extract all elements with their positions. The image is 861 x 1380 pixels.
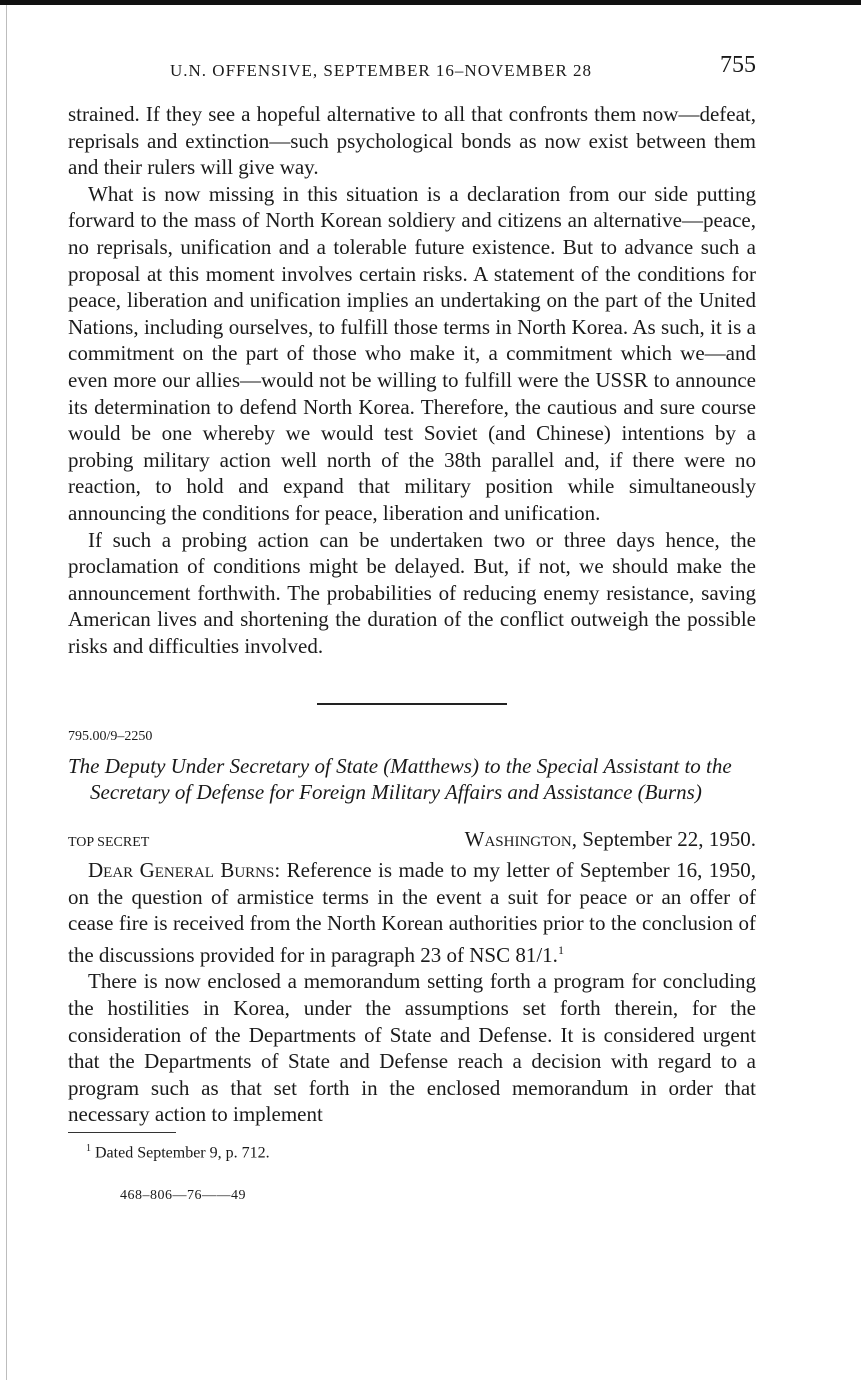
letter-paragraph-1-text: : Reference is made to my letter of September 16, 1950, on the question of armistice terms in the event a suit for peace or an offer of cease fire is received from the North Korean authorities prior to the conclusion of the discussions provided for in paragraph 23 of NSC 81/1. [68,857,756,967]
paragraph-probing-action: If such a probing action can be undertaken two or three days hence, the proclamation of conditions might be delayed. But, if not, we should make the announcement forthwith. The probabilities of reducing enemy resistance, saving American lives and shortening the duration of the conflict outweigh the possible risks and difficulties involved. [68,527,756,658]
salutation: Dear General Burns [88,857,275,882]
date: , September 22, 1950. [571,826,756,851]
running-head [68,52,756,92]
file-number: 795.00/9–2250 [68,728,153,744]
section-divider [317,703,507,705]
top-edge-rule [0,0,861,5]
footnote-marker: 1 [86,1142,91,1154]
place: Washington [464,826,572,851]
left-edge-rule [6,5,7,1380]
paragraph-missing-declaration: What is now missing in this situation is a declaration from our side putting forward to the mass of North Korean soldiery and citizens an alternative—peace, no reprisals, unification and a tolerable future existence. But to advance such a proposal at this moment involves certain risks. A statement of the conditions for peace, liberation and unification implies an undertaking on the part of the United Nations, including ourselves, to fulfill those terms in North Korea. As such, it is a commitment on the part of those who make it, a commitment which we—and even more our allies—would not be willing to fulfill were the USSR to announce its determination to defend North Korea. Therefore, the cautious and sure course would be one whereby we would test Soviet (and Chinese) intentions by a probing military action well north of the 38th parallel and, if there were no reaction, to hold and expand that military position while simultaneously announcing the conditions for peace, liberation and unification. [68,181,756,525]
footnote-text: Dated September 9, p. 712. [91,1144,270,1162]
dateline [68,827,756,857]
page-number: 755 [720,52,756,78]
letter-paragraph-2: There is now enclosed a memorandum setting forth a program for concluding the hostilities in Korea, under the assumptions set forth therein, for the consideration of the Departments of State and Defense. It is considered urgent that the Departments of State and Defense reach a decision with regard to a program such as that set forth in the enclosed memorandum in order that necessary action to implement [68,969,756,1127]
running-title: U.N. OFFENSIVE, SEPTEMBER 16–NOVEMBER 28 [170,61,593,80]
footnote-reference[interactable]: 1 [557,942,564,957]
print-code: 468–806—76——49 [120,1188,246,1204]
document-title: The Deputy Under Secretary of State (Matthews) to the Special Assistant to the Secretary of Defense for Foreign Military Affairs and Assistance (Burns) [68,753,732,804]
letter-paragraph-1 [68,857,756,968]
page-content [68,52,756,1204]
classification-label: TOP SECRET [68,834,150,850]
paragraph-continued: strained. If they see a hopeful alternative to all that confronts them now—defeat, reprisals and extinction—such psychological bonds as now exist between them and their rulers will give way. [68,102,756,180]
footnote-rule [68,1132,176,1133]
footnote [68,1143,756,1162]
place-date [465,827,756,852]
